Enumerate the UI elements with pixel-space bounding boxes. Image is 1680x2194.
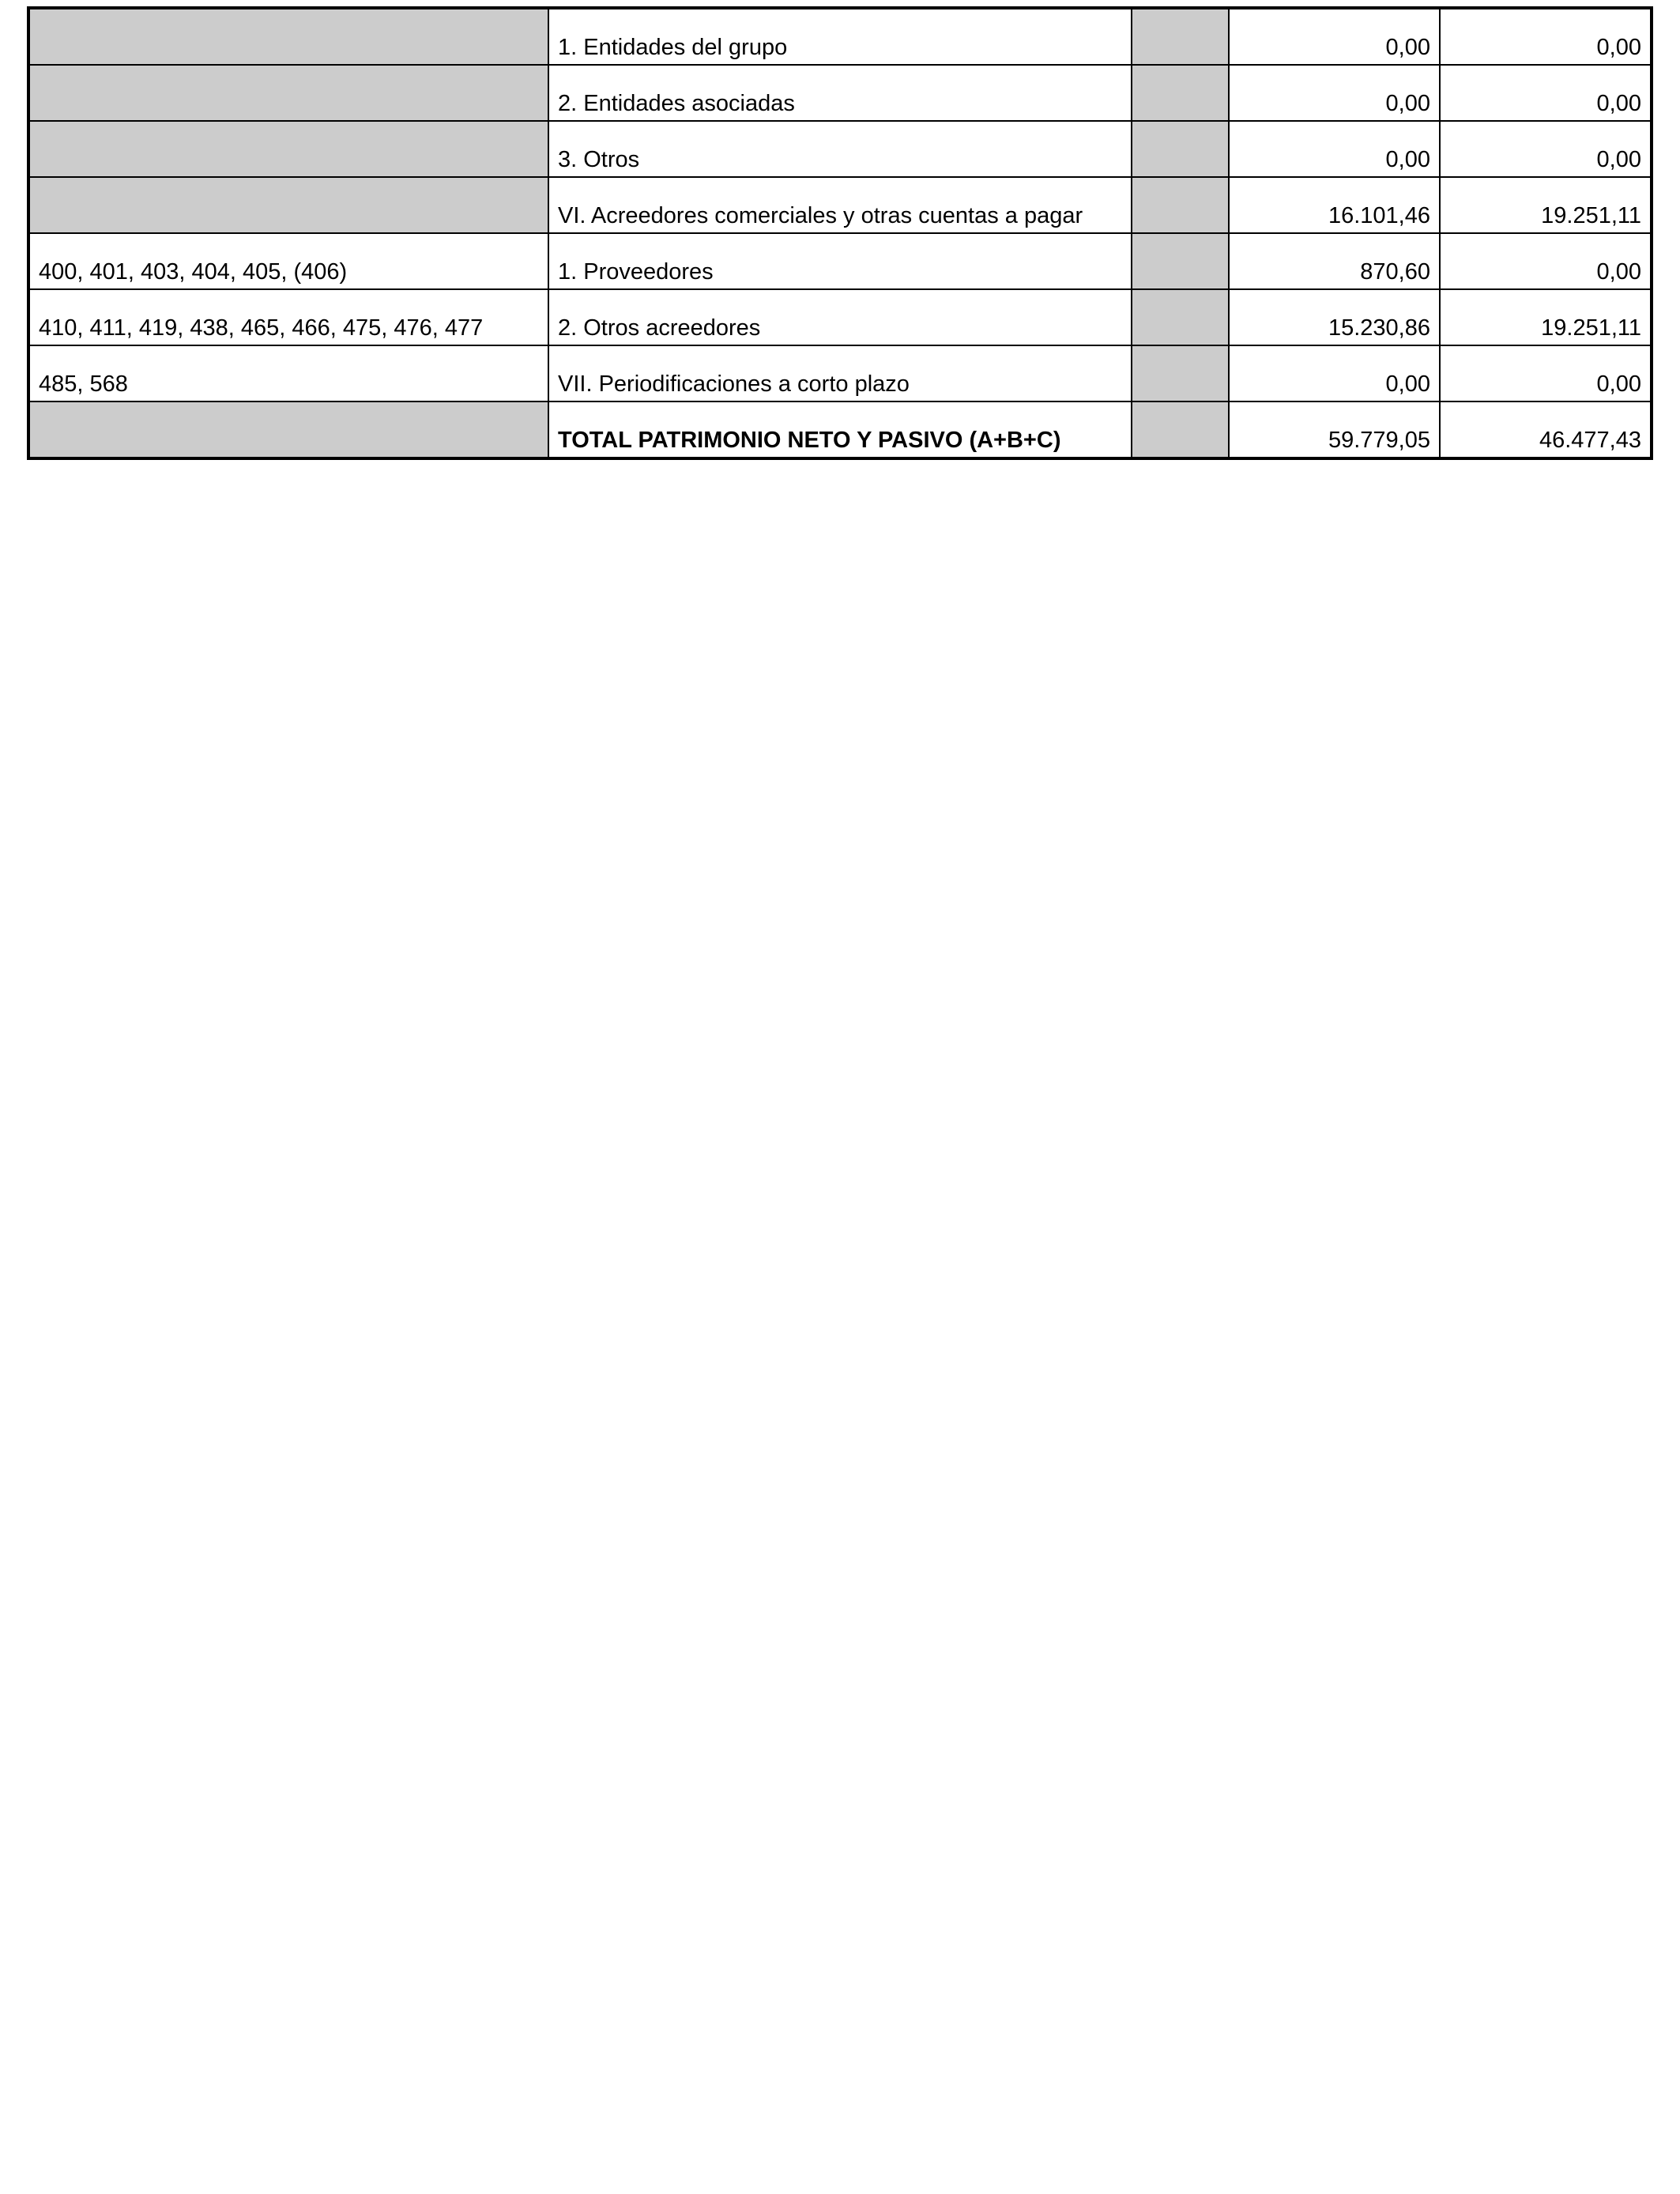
table-row-entidades-grupo [28,8,1652,65]
accounts-cell [28,8,548,65]
note-cell [1132,121,1229,177]
current-year-value: 0,00 [1229,65,1440,121]
prior-year-value: 19.251,11 [1440,289,1652,345]
accounts-cell: 485, 568 [28,345,548,401]
balance-sheet-table [27,6,1653,460]
current-year-value: 0,00 [1229,121,1440,177]
accounts-cell: 410, 411, 419, 438, 465, 466, 475, 476, 477 [28,289,548,345]
current-year-value: 15.230,86 [1229,289,1440,345]
note-cell [1132,8,1229,65]
accounts-cell [28,177,548,233]
concept-cell: 1. Proveedores [548,233,1132,289]
table-row-otros-acreedores [28,289,1652,345]
prior-year-value: 0,00 [1440,233,1652,289]
concept-cell: 1. Entidades del grupo [548,8,1132,65]
note-cell [1132,65,1229,121]
table-row-periodificaciones [28,345,1652,401]
total-label: TOTAL PATRIMONIO NETO Y PASIVO (A+B+C) [548,401,1132,458]
concept-cell: 2. Otros acreedores [548,289,1132,345]
table-row-entidades-asociadas [28,65,1652,121]
prior-year-value: 0,00 [1440,345,1652,401]
accounts-cell [28,401,548,458]
accounts-cell: 400, 401, 403, 404, 405, (406) [28,233,548,289]
concept-cell: VII. Periodificaciones a corto plazo [548,345,1132,401]
concept-cell: 3. Otros [548,121,1132,177]
accounts-cell [28,65,548,121]
table-row-acreedores-comerciales [28,177,1652,233]
concept-cell: 2. Entidades asociadas [548,65,1132,121]
table-row-otros [28,121,1652,177]
table-row-proveedores [28,233,1652,289]
note-cell [1132,345,1229,401]
note-cell [1132,289,1229,345]
table-row-total [28,401,1652,458]
current-year-value: 16.101,46 [1229,177,1440,233]
current-year-value: 0,00 [1229,345,1440,401]
current-year-value: 0,00 [1229,8,1440,65]
prior-year-value: 0,00 [1440,8,1652,65]
prior-year-value: 0,00 [1440,121,1652,177]
note-cell [1132,233,1229,289]
note-cell [1132,401,1229,458]
note-cell [1132,177,1229,233]
total-prior-year-value: 46.477,43 [1440,401,1652,458]
prior-year-value: 0,00 [1440,65,1652,121]
total-current-year-value: 59.779,05 [1229,401,1440,458]
concept-cell: VI. Acreedores comerciales y otras cuentas a pagar [548,177,1132,233]
prior-year-value: 19.251,11 [1440,177,1652,233]
current-year-value: 870,60 [1229,233,1440,289]
accounts-cell [28,121,548,177]
